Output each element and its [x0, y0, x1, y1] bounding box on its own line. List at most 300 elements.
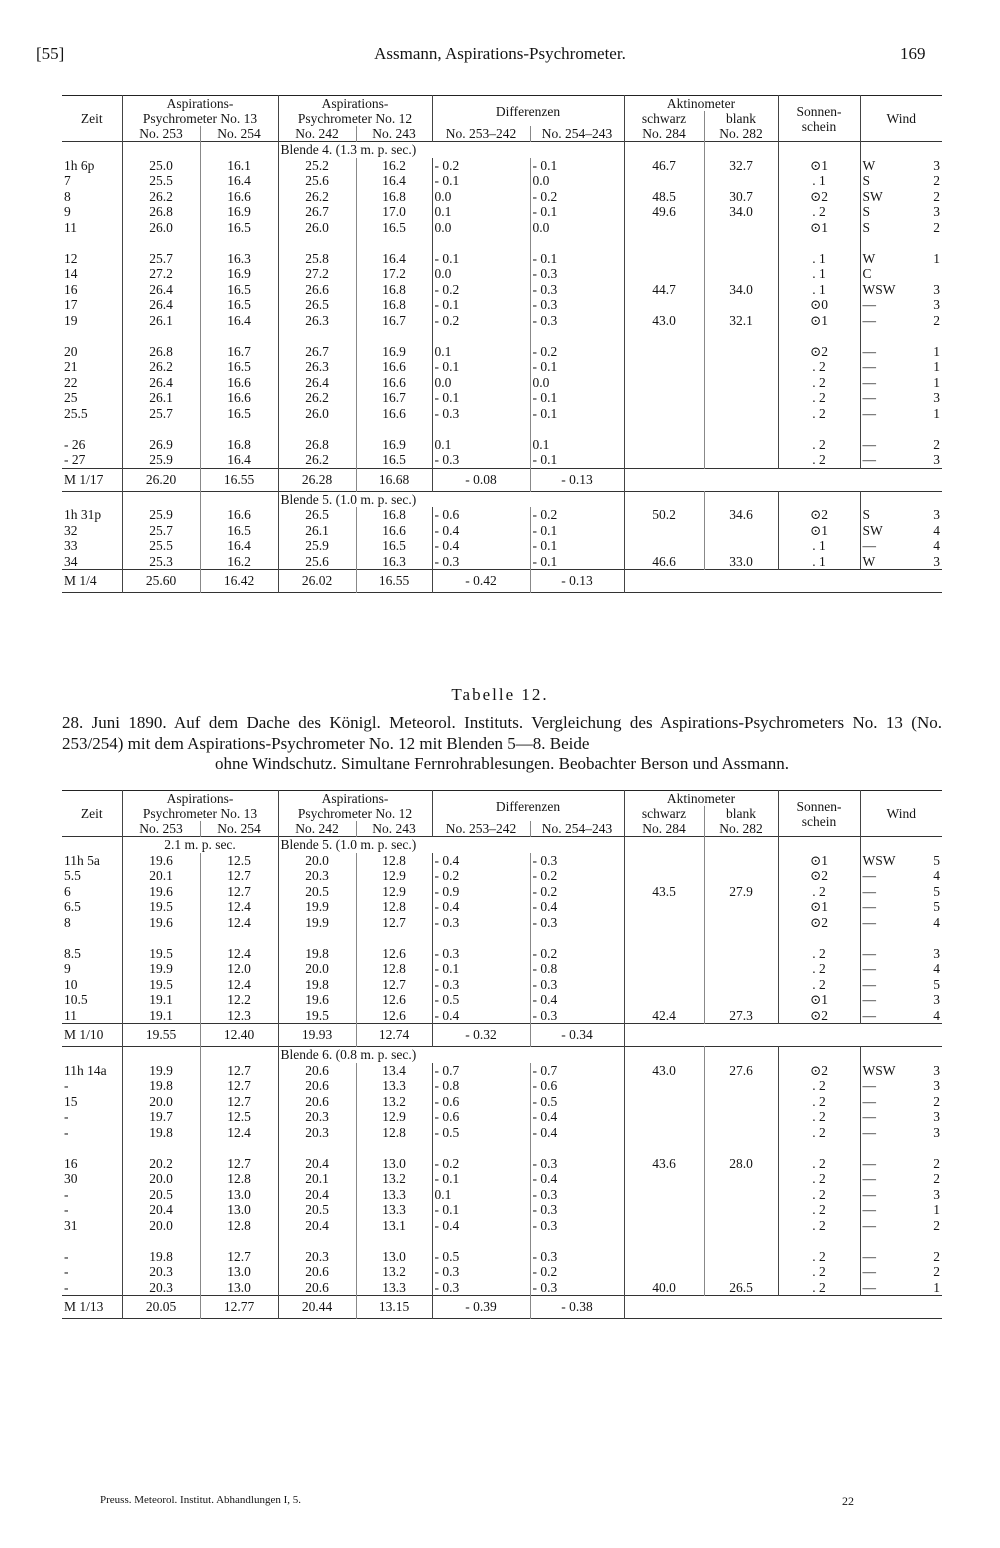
table-row: [62, 1187, 942, 1203]
blank-cell: [704, 1125, 778, 1141]
schwarz-cell: 42.4: [624, 1008, 704, 1024]
col-no254: No. 254: [200, 821, 278, 837]
no243-cell: 13.3: [356, 1202, 432, 1218]
table-row: [62, 390, 942, 406]
no243-cell: 12.8: [356, 1125, 432, 1141]
no243-cell: 16.7: [356, 390, 432, 406]
wind-dir-cell: —: [860, 375, 912, 391]
zeit-cell: 7: [64, 173, 71, 188]
footer-publisher: Preuss. Meteorol. Institut. Abhandlungen I, 5.: [100, 1494, 302, 1506]
schwarz-cell: [624, 1094, 704, 1110]
schwarz-cell: 43.0: [624, 313, 704, 329]
wind-force-cell: 5: [933, 883, 941, 899]
mean-label: M 1/10: [64, 1027, 104, 1043]
table-row: [62, 1202, 942, 1218]
schwarz-cell: 48.5: [624, 189, 704, 205]
diff2-cell: - 0.4: [530, 1109, 624, 1125]
diff2-cell: - 0.2: [530, 344, 624, 360]
blank-cell: [704, 266, 778, 282]
blank-cell: [704, 1171, 778, 1187]
no243-cell: 16.9: [356, 344, 432, 360]
no243-cell: 13.0: [356, 1249, 432, 1265]
blende-label: Blende 6. (0.8 m. p. sec.): [278, 1047, 624, 1063]
no243-cell: 16.8: [356, 297, 432, 313]
table-row: [62, 1171, 942, 1187]
zeit-cell: 33: [64, 538, 78, 553]
no254-cell: 16.5: [200, 359, 278, 375]
diff2-cell: - 0.3: [530, 266, 624, 282]
wind-force-cell: 4: [933, 914, 941, 930]
no254-cell: 16.6: [200, 375, 278, 391]
no243-cell: 13.2: [356, 1171, 432, 1187]
sonnenschein-cell: ⊙2: [778, 1008, 860, 1024]
no254-cell: 16.2: [200, 554, 278, 570]
no253-cell: 20.0: [122, 1218, 200, 1234]
no254-cell: 12.4: [200, 1125, 278, 1141]
col-diff1: No. 253–242: [432, 126, 530, 142]
no243-cell: 16.6: [356, 359, 432, 375]
diff1-cell: - 0.4: [432, 1218, 530, 1234]
no242-cell: 26.5: [278, 297, 356, 313]
no253-cell: 26.2: [122, 189, 200, 205]
diff1-cell: - 0.9: [432, 884, 530, 900]
zeit-cell: -: [64, 1124, 69, 1140]
col-zeit: Zeit: [80, 111, 103, 126]
diff1-cell: - 0.6: [432, 1094, 530, 1110]
schwarz-cell: [624, 523, 704, 539]
wind-dir-cell: —: [860, 884, 912, 900]
diff2-cell: 0.0: [530, 375, 624, 391]
no254-cell: 16.4: [200, 313, 278, 329]
zeit-cell: 11h 14a: [64, 1062, 107, 1078]
no254-cell: 16.5: [200, 406, 278, 422]
sonnenschein-cell: . 2: [778, 1202, 860, 1218]
no242-cell: 20.3: [278, 1249, 356, 1265]
diff1-cell: 0.0: [432, 220, 530, 236]
diff2-cell: - 0.3: [530, 1187, 624, 1203]
no253-cell: 19.5: [122, 946, 200, 962]
diff2-cell: - 0.3: [530, 313, 624, 329]
zeit-cell: 14: [64, 266, 78, 281]
schwarz-cell: [624, 173, 704, 189]
wind-force-cell: 4: [933, 538, 941, 553]
diff1-cell: 0.1: [432, 344, 530, 360]
no253-cell: 26.0: [122, 220, 200, 236]
blank-cell: [704, 538, 778, 554]
table-row: [62, 173, 942, 189]
wind-force-cell: 5: [933, 899, 941, 914]
table-row: [62, 538, 942, 554]
diff2-cell: - 0.1: [530, 406, 624, 422]
no254-cell: 12.5: [200, 1109, 278, 1125]
blank-cell: [704, 1109, 778, 1125]
no254-cell: 16.4: [200, 452, 278, 468]
sonnenschein-cell: . 2: [778, 1109, 860, 1125]
wind-force-cell: 2: [933, 312, 941, 328]
sonnenschein-cell: . 2: [778, 1094, 860, 1110]
wind-dir-cell: S: [860, 507, 912, 523]
wind-force-cell: 3: [933, 1078, 941, 1093]
schwarz-cell: [624, 1202, 704, 1218]
mean-value: 16.42: [200, 570, 278, 593]
table-row: [62, 359, 942, 375]
no253-cell: 26.4: [122, 282, 200, 298]
table-row: [62, 554, 942, 570]
schwarz-cell: 46.6: [624, 554, 704, 570]
mean-value: - 0.39: [432, 1296, 530, 1319]
sonnenschein-cell: . 2: [778, 375, 860, 391]
sonnenschein-cell: . 2: [778, 946, 860, 962]
diff1-cell: - 0.1: [432, 251, 530, 267]
sonnenschein-cell: . 2: [778, 1249, 860, 1265]
no243-cell: 16.6: [356, 375, 432, 391]
wind-dir-cell: —: [860, 313, 912, 329]
diff1-cell: - 0.2: [432, 868, 530, 884]
zeit-cell: 19: [64, 312, 78, 328]
no254-cell: 12.8: [200, 1218, 278, 1234]
mean-value: 19.93: [278, 1024, 356, 1047]
no243-cell: 12.8: [356, 899, 432, 915]
sonnenschein-cell: . 2: [778, 204, 860, 220]
schwarz-cell: [624, 961, 704, 977]
diff2-cell: - 0.1: [530, 452, 624, 468]
no254-cell: 16.6: [200, 507, 278, 523]
schwarz-cell: [624, 1171, 704, 1187]
wind-force-cell: 2: [933, 1155, 941, 1171]
blank-cell: [704, 251, 778, 267]
no242-cell: 26.2: [278, 452, 356, 468]
diff2-cell: - 0.3: [530, 1202, 624, 1218]
diff1-cell: 0.1: [432, 204, 530, 220]
no254-cell: 16.5: [200, 297, 278, 313]
wind-force-cell: 1: [933, 1279, 941, 1295]
diff1-cell: - 0.5: [432, 1125, 530, 1141]
no253-cell: 25.7: [122, 406, 200, 422]
no253-cell: 26.9: [122, 437, 200, 453]
diff1-cell: 0.1: [432, 1187, 530, 1203]
table-caption: [62, 713, 942, 775]
col-no243: No. 243: [356, 821, 432, 837]
wind-force-cell: 5: [933, 976, 941, 992]
wind-dir-cell: W: [860, 251, 912, 267]
no254-cell: 16.6: [200, 390, 278, 406]
no243-cell: 16.9: [356, 437, 432, 453]
diff1-cell: - 0.7: [432, 1063, 530, 1079]
zeit-cell: - 26: [64, 436, 86, 452]
blank-cell: [704, 406, 778, 422]
zeit-cell: -: [64, 1248, 69, 1264]
no243-cell: 16.6: [356, 523, 432, 539]
blank-cell: [704, 375, 778, 391]
no242-cell: 26.2: [278, 390, 356, 406]
no254-cell: 13.0: [200, 1280, 278, 1296]
wind-force-cell: 2: [933, 1264, 941, 1279]
blende-label: Blende 4. (1.3 m. p. sec.): [278, 142, 624, 158]
diff1-cell: - 0.3: [432, 406, 530, 422]
no253-cell: 25.9: [122, 452, 200, 468]
no254-cell: 12.7: [200, 1156, 278, 1172]
blende-label: Blende 5. (1.0 m. p. sec.): [278, 837, 624, 853]
diff2-cell: - 0.4: [530, 992, 624, 1008]
sonnenschein-cell: . 1: [778, 266, 860, 282]
no242-cell: 19.5: [278, 1008, 356, 1024]
blank-cell: [704, 946, 778, 962]
no253-cell: 19.8: [122, 1078, 200, 1094]
no242-cell: 20.1: [278, 1171, 356, 1187]
blank-cell: 27.9: [704, 884, 778, 900]
mean-row: [62, 468, 942, 491]
no254-cell: 16.5: [200, 523, 278, 539]
schwarz-cell: 50.2: [624, 507, 704, 523]
mean-row: [62, 570, 942, 593]
table-row: [62, 1109, 942, 1125]
zeit-cell: 6: [64, 883, 71, 899]
col-no284: No. 284: [624, 126, 704, 142]
diff1-cell: - 0.4: [432, 853, 530, 869]
wind-force-cell: 3: [933, 992, 941, 1007]
blank-cell: 34.0: [704, 282, 778, 298]
diff2-cell: - 0.2: [530, 946, 624, 962]
col-asp13-l1: Aspirations-: [122, 791, 278, 807]
blank-cell: [704, 1264, 778, 1280]
no253-cell: 19.6: [122, 853, 200, 869]
no253-cell: 25.9: [122, 507, 200, 523]
zeit-cell: 10: [64, 976, 78, 992]
diff2-cell: - 0.3: [530, 297, 624, 313]
no253-cell: 25.7: [122, 251, 200, 267]
blank-cell: [704, 1094, 778, 1110]
wind-force-cell: 3: [933, 157, 941, 173]
mean-value: - 0.13: [530, 468, 624, 491]
table-row: [62, 1094, 942, 1110]
no242-cell: 20.4: [278, 1218, 356, 1234]
no254-cell: 16.4: [200, 173, 278, 189]
zeit-cell: 30: [64, 1171, 78, 1186]
table-row: [62, 1264, 942, 1280]
diff2-cell: - 0.1: [530, 204, 624, 220]
col-asp12-l1: Aspirations-: [278, 791, 432, 807]
diff2-cell: 0.1: [530, 437, 624, 453]
col-asp12-l2: Psychrometer No. 12: [278, 806, 432, 821]
table-row: [62, 1078, 942, 1094]
schwarz-cell: [624, 359, 704, 375]
table-row: [62, 344, 942, 360]
wind-dir-cell: —: [860, 406, 912, 422]
no253-cell: 25.7: [122, 523, 200, 539]
col-differenzen: Differenzen: [432, 791, 624, 822]
no243-cell: 13.2: [356, 1094, 432, 1110]
wind-dir-cell: WSW: [860, 1063, 912, 1079]
no253-cell: 20.0: [122, 1094, 200, 1110]
sonnenschein-cell: ⊙1: [778, 313, 860, 329]
mean-value: 26.28: [278, 468, 356, 491]
diff1-cell: - 0.2: [432, 158, 530, 174]
diff2-cell: - 0.1: [530, 554, 624, 570]
blank-cell: [704, 1249, 778, 1265]
no243-cell: 12.8: [356, 961, 432, 977]
no242-cell: 20.6: [278, 1264, 356, 1280]
no242-cell: 25.2: [278, 158, 356, 174]
no254-cell: 16.5: [200, 220, 278, 236]
diff1-cell: - 0.4: [432, 538, 530, 554]
zeit-cell: 11: [64, 1007, 77, 1023]
wind-dir-cell: —: [860, 992, 912, 1008]
zeit-cell: 21: [64, 359, 78, 374]
col-no242: No. 242: [278, 821, 356, 837]
no253-cell: 26.1: [122, 313, 200, 329]
diff1-cell: 0.0: [432, 375, 530, 391]
diff2-cell: - 0.3: [530, 1218, 624, 1234]
diff2-cell: - 0.1: [530, 523, 624, 539]
wind-force-cell: 3: [933, 945, 941, 961]
wind-dir-cell: —: [860, 1125, 912, 1141]
no242-cell: 26.3: [278, 313, 356, 329]
table-row: [62, 868, 942, 884]
schwarz-cell: 43.5: [624, 884, 704, 900]
zeit-cell: 9: [64, 961, 71, 976]
blank-cell: [704, 452, 778, 468]
no243-cell: 13.0: [356, 1156, 432, 1172]
col-blank: blank: [704, 111, 778, 126]
mean-value: 12.77: [200, 1296, 278, 1319]
no253-cell: 19.1: [122, 1008, 200, 1024]
col-no282: No. 282: [704, 126, 778, 142]
no242-cell: 26.1: [278, 523, 356, 539]
blank-cell: 27.3: [704, 1008, 778, 1024]
mean-label: M 1/17: [64, 471, 104, 487]
wind-force-cell: 3: [933, 297, 941, 312]
blank-cell: 32.7: [704, 158, 778, 174]
mean-value: - 0.42: [432, 570, 530, 593]
table-row: [62, 992, 942, 1008]
col-no284: No. 284: [624, 821, 704, 837]
table-row: [62, 1280, 942, 1296]
sonnenschein-cell: . 2: [778, 1218, 860, 1234]
no243-cell: 16.4: [356, 251, 432, 267]
sonnenschein-cell: . 2: [778, 452, 860, 468]
zeit-cell: 1h 6p: [64, 157, 95, 173]
col-aktinometer: Aktinometer: [624, 791, 778, 807]
table-row: [62, 297, 942, 313]
zeit-cell: 10.5: [64, 992, 88, 1007]
mean-value: 25.60: [122, 570, 200, 593]
zeit-cell: 6.5: [64, 899, 81, 914]
wind-force-cell: 3: [933, 1109, 941, 1124]
no254-cell: 12.4: [200, 946, 278, 962]
mean-value: - 0.08: [432, 468, 530, 491]
no243-cell: 16.7: [356, 313, 432, 329]
schwarz-cell: 49.6: [624, 204, 704, 220]
no242-cell: 26.3: [278, 359, 356, 375]
sonnenschein-cell: ⊙2: [778, 344, 860, 360]
zeit-cell: -: [64, 1078, 69, 1093]
col-schwarz: schwarz: [624, 806, 704, 821]
no254-cell: 13.0: [200, 1264, 278, 1280]
sonnenschein-cell: . 2: [778, 390, 860, 406]
wind-force-cell: [912, 266, 942, 282]
wind-dir-cell: —: [860, 899, 912, 915]
sonnenschein-cell: . 2: [778, 359, 860, 375]
schwarz-cell: [624, 538, 704, 554]
col-no254: No. 254: [200, 126, 278, 142]
diff2-cell: - 0.3: [530, 1008, 624, 1024]
wind-dir-cell: —: [860, 538, 912, 554]
no242-cell: 20.3: [278, 1125, 356, 1141]
diff1-cell: - 0.2: [432, 313, 530, 329]
diff1-cell: - 0.3: [432, 977, 530, 993]
no242-cell: 26.7: [278, 344, 356, 360]
mean-value: - 0.13: [530, 570, 624, 593]
diff2-cell: - 0.2: [530, 507, 624, 523]
no243-cell: 13.3: [356, 1078, 432, 1094]
no243-cell: 17.2: [356, 266, 432, 282]
no243-cell: 12.7: [356, 915, 432, 931]
no253-cell: 19.8: [122, 1125, 200, 1141]
no242-cell: 19.8: [278, 946, 356, 962]
wind-dir-cell: S: [860, 173, 912, 189]
no243-cell: 12.6: [356, 992, 432, 1008]
no253-cell: 26.2: [122, 359, 200, 375]
col-no282: No. 282: [704, 821, 778, 837]
blank-cell: [704, 992, 778, 1008]
psychrometer-table-1: [62, 95, 942, 593]
schwarz-cell: [624, 437, 704, 453]
diff1-cell: - 0.3: [432, 554, 530, 570]
no242-cell: 20.3: [278, 1109, 356, 1125]
no242-cell: 26.0: [278, 406, 356, 422]
blank-cell: [704, 961, 778, 977]
wind-dir-cell: —: [860, 452, 912, 468]
table-row: [62, 282, 942, 298]
blank-cell: 34.0: [704, 204, 778, 220]
no243-cell: 12.9: [356, 1109, 432, 1125]
no254-cell: 16.3: [200, 251, 278, 267]
no254-cell: 12.7: [200, 1063, 278, 1079]
zeit-cell: -: [64, 1186, 69, 1202]
wind-dir-cell: —: [860, 1171, 912, 1187]
no242-cell: 26.8: [278, 437, 356, 453]
wind-dir-cell: —: [860, 344, 912, 360]
diff2-cell: 0.0: [530, 220, 624, 236]
sonnen-l2: schein: [801, 813, 837, 829]
no253-cell: 19.6: [122, 915, 200, 931]
col-asp13-l2: Psychrometer No. 13: [122, 111, 278, 126]
col-aktinometer: Aktinometer: [624, 96, 778, 112]
no242-cell: 26.0: [278, 220, 356, 236]
no242-cell: 20.6: [278, 1078, 356, 1094]
no243-cell: 16.5: [356, 538, 432, 554]
wind-force-cell: 1: [933, 405, 941, 421]
no242-cell: 20.0: [278, 853, 356, 869]
wind-force-cell: 2: [933, 219, 941, 235]
no254-cell: 12.3: [200, 1008, 278, 1024]
no253-cell: 19.8: [122, 1249, 200, 1265]
no253-cell: 20.3: [122, 1280, 200, 1296]
table-row: [62, 220, 942, 236]
caption-text: 28. Juni 1890. Auf dem Dache des Königl. Meteorol. Instituts. Vergleichung des Aspirations-Psychrometers No. 13 (No. 253/254) mit dem Aspirations-Psychrometer No. 12 mit Blenden 5—8. Beide: [62, 713, 942, 753]
no253-cell: 26.1: [122, 390, 200, 406]
wind-dir-cell: —: [860, 1264, 912, 1280]
col-wind: Wind: [860, 96, 942, 142]
wind-dir-cell: S: [860, 220, 912, 236]
no253-cell: 26.8: [122, 344, 200, 360]
zeit-cell: 16: [64, 1155, 78, 1171]
no253-cell: 25.5: [122, 538, 200, 554]
footer-signature: 22: [842, 1494, 854, 1508]
no253-cell: 20.3: [122, 1264, 200, 1280]
zeit-cell: 32: [64, 522, 78, 538]
no243-cell: 12.6: [356, 1008, 432, 1024]
